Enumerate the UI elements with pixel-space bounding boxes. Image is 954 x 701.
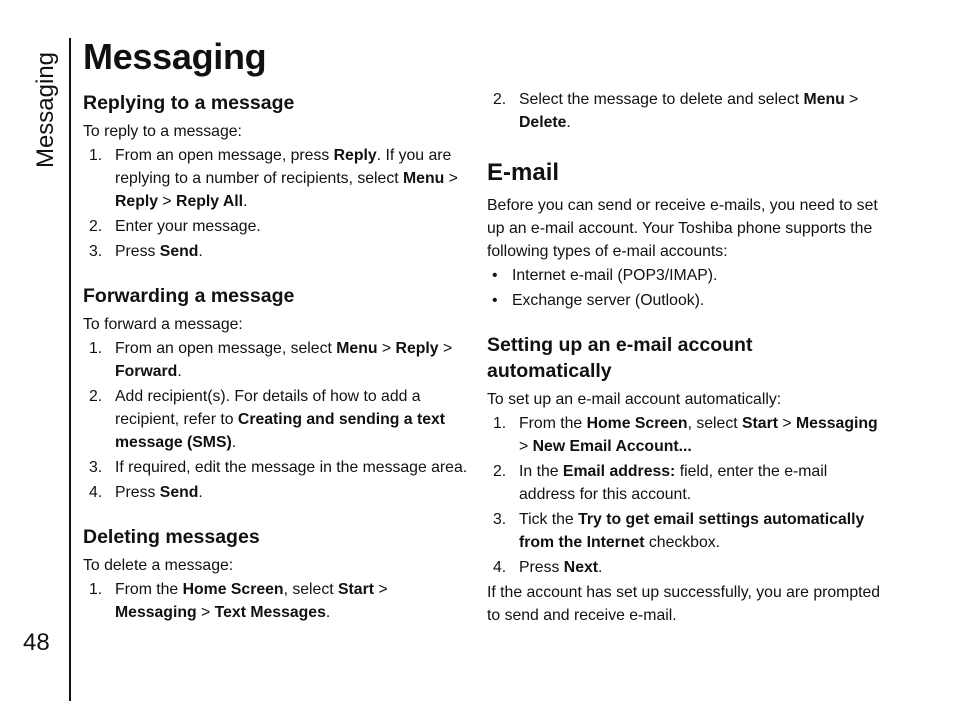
outro-setup: If the account has set up successfully, you are prompted to send and receive e-mail.	[487, 584, 881, 624]
step-number: 2.	[493, 91, 507, 108]
left-column	[83, 90, 473, 626]
step-text: .	[325, 604, 331, 621]
step-bold: Try to get email settings automatically from the Internet	[519, 511, 865, 551]
step-bold: Reply	[395, 340, 439, 357]
step-number: 1.	[89, 581, 103, 598]
steps-forwarding	[83, 337, 473, 504]
step-text: .	[566, 114, 571, 131]
step-text: .	[231, 434, 237, 451]
email-account-types	[487, 264, 882, 312]
list-item	[83, 240, 473, 263]
intro-forwarding: To forward a message:	[83, 316, 243, 333]
section-email	[487, 158, 882, 312]
step-text: >	[158, 193, 177, 210]
step-bold: Reply	[333, 147, 377, 164]
step-number: 1.	[493, 415, 507, 432]
list-item	[487, 556, 882, 579]
step-bold: New Email Account...	[532, 438, 692, 455]
step-number: 2.	[89, 218, 103, 235]
section-deleting	[83, 524, 473, 624]
step-bold: Forward	[115, 363, 178, 380]
bullet-text: Internet e-mail (POP3/IMAP).	[512, 267, 718, 284]
step-bold: Messaging	[115, 604, 197, 621]
step-number: 4.	[89, 484, 103, 501]
step-text: >	[438, 340, 453, 357]
intro-deleting: To delete a message:	[83, 557, 234, 574]
step-bold: Next	[563, 559, 599, 576]
side-section-label: Messaging	[32, 51, 59, 169]
step-text: Select the message to delete and select	[519, 91, 804, 108]
list-item	[83, 578, 473, 624]
list-item	[83, 144, 473, 213]
step-bold: Start	[338, 581, 374, 598]
intro-setup: To set up an e-mail account automatically:	[487, 391, 782, 408]
step-text: , select	[687, 415, 742, 432]
step-text: In the	[519, 463, 563, 480]
step-bold: Send	[159, 243, 199, 260]
heading-email: E-mail	[487, 159, 560, 186]
heading-deleting: Deleting messages	[83, 526, 260, 548]
list-item	[83, 337, 473, 383]
list-item	[83, 385, 473, 454]
heading-forwarding: Forwarding a message	[83, 285, 295, 307]
step-number: 2.	[493, 463, 507, 480]
step-bold: Send	[159, 484, 199, 501]
section-setup	[487, 332, 882, 627]
step-bold: Messaging	[796, 415, 878, 432]
step-text: . If you are replying to a number of recipients, select	[115, 147, 452, 187]
step-text: .	[198, 484, 203, 501]
step-text: >	[377, 340, 396, 357]
step-bold: Text Messages	[214, 604, 326, 621]
step-bold: Delete	[519, 114, 567, 131]
step-text: field, enter the e-mail address for this account.	[519, 463, 828, 503]
step-text: .	[598, 559, 603, 576]
intro-replying: To reply to a message:	[83, 123, 242, 140]
page-number: 48	[23, 629, 50, 656]
step-number: 2.	[89, 388, 103, 405]
list-item	[83, 215, 473, 238]
step-text: From an open message, press	[115, 147, 334, 164]
section-replying	[83, 90, 473, 263]
step-text: >	[778, 415, 797, 432]
intro-email: Before you can send or receive e-mails, you need to set up an e-mail account. Your Toshiba phone supports the following types of e-mail accounts:	[487, 197, 878, 260]
list-item	[83, 481, 473, 504]
step-text: >	[374, 581, 388, 598]
step-text: >	[844, 91, 859, 108]
step-text: >	[196, 604, 215, 621]
step-number: 1.	[89, 147, 103, 164]
side-rule	[69, 38, 71, 701]
step-number: 1.	[89, 340, 103, 357]
step-number: 3.	[493, 511, 507, 528]
step-text: Press	[519, 559, 564, 576]
page-title: Messaging	[83, 36, 267, 77]
list-item	[83, 456, 473, 479]
step-text: Enter your message.	[115, 218, 261, 235]
step-bold: Email address:	[562, 463, 676, 480]
step-number: 4.	[493, 559, 507, 576]
step-bold: Home Screen	[182, 581, 284, 598]
step-text: Press	[115, 243, 160, 260]
step-bold: Reply All	[176, 193, 244, 210]
step-text: From the	[115, 581, 183, 598]
step-text: >	[519, 438, 533, 455]
list-item	[487, 289, 882, 312]
step-text: Tick the	[519, 511, 579, 528]
step-text: From an open message, select	[115, 340, 337, 357]
list-item	[487, 412, 882, 458]
step-bold: Home Screen	[586, 415, 688, 432]
steps-deleting-part2	[487, 88, 882, 134]
steps-deleting-part1	[83, 578, 473, 624]
right-column	[487, 88, 882, 627]
section-forwarding	[83, 283, 473, 504]
step-text: Press	[115, 484, 160, 501]
step-text: .	[198, 243, 203, 260]
step-number: 3.	[89, 459, 103, 476]
list-item	[487, 264, 882, 287]
step-bold: Menu	[336, 340, 378, 357]
heading-replying: Replying to a message	[83, 92, 295, 114]
bullet-icon: •	[492, 292, 498, 309]
step-bold: Reply	[115, 193, 159, 210]
step-bold: Start	[742, 415, 778, 432]
bullet-text: Exchange server (Outlook).	[512, 292, 705, 309]
step-text: .	[243, 193, 248, 210]
list-item	[487, 460, 882, 506]
step-bold: Menu	[403, 170, 445, 187]
steps-setup	[487, 412, 882, 579]
list-item	[487, 508, 882, 554]
step-text: From the	[519, 415, 587, 432]
step-bold: Creating and sending a text message (SMS)	[115, 411, 446, 451]
steps-replying	[83, 144, 473, 263]
list-item	[487, 88, 882, 134]
bullet-icon: •	[492, 267, 498, 284]
heading-setup: Setting up an e-mail account automatically	[487, 334, 753, 382]
step-text: Add recipient(s). For details of how to add a recipient, refer to	[115, 388, 421, 428]
step-bold: Menu	[803, 91, 845, 108]
step-text: >	[444, 170, 458, 187]
step-text: checkbox.	[644, 534, 721, 551]
step-number: 3.	[89, 243, 103, 260]
step-text: , select	[283, 581, 338, 598]
step-text: .	[177, 363, 182, 380]
step-text: If required, edit the message in the message area.	[115, 459, 468, 476]
